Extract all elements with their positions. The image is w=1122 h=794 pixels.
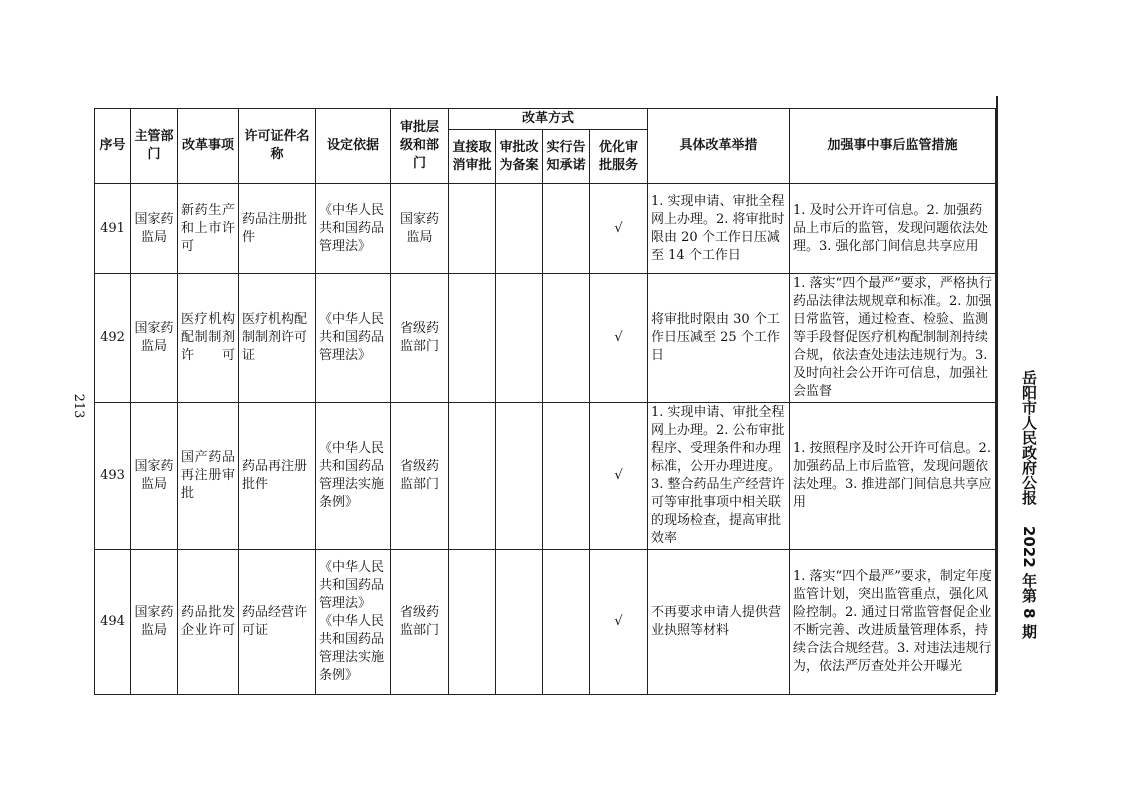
table-row [95, 274, 996, 403]
row-measures: 1. 实现申请、审批全程网上办理。2. 将审批时限由 20 个工作日压减至 14 个工作日 [648, 184, 790, 274]
row-cancel [449, 403, 496, 550]
header-item: 改革事项 [178, 109, 239, 184]
table-row [95, 550, 996, 695]
table-row [95, 184, 996, 274]
row-supervision: 1. 按照程序及时公开许可信息。2. 加强药品上市后监管，发现问题依法处理。3. 推进部门间信息共享应用 [790, 403, 996, 550]
row-level: 省级药监部门 [391, 403, 449, 550]
journal-header [1000, 370, 1040, 690]
row-optimize-check: √ [590, 184, 648, 274]
row-license: 医疗机构配制制剂许可证 [239, 274, 316, 403]
journal-spacer [1020, 510, 1038, 520]
row-filing [496, 403, 543, 550]
row-filing [496, 184, 543, 274]
row-cancel [449, 550, 496, 695]
row-license: 药品经营许可证 [239, 550, 316, 695]
reform-table [94, 108, 996, 695]
row-item: 药品批发企业许可 [178, 550, 239, 695]
row-dept: 国家药监局 [131, 403, 178, 550]
row-basis: 《中华人民共和国药品管理法实施条例》 [316, 403, 391, 550]
row-supervision: 1. 落实“四个最严”要求，制定年度监管计划，突出监管重点，强化风险控制。2. 通过日常监管督促企业不断完善、改进质量管理体系，持续合法合规经营。3. 对违法违规行为，依法严厉查处并公开曝光 [790, 550, 996, 695]
row-supervision: 1. 落实“四个最严”要求，严格执行药品法律法规规章和标准。2. 加强日常监管，通过检查、检验、监测等手段督促医疗机构配制制剂持续合规，依法查处违法违规行为。3. 及时向社会公开许可信息，加强社会监督 [790, 274, 996, 403]
header-license: 许可证件名称 [239, 109, 316, 184]
row-cancel [449, 274, 496, 403]
margin-rule [996, 96, 998, 692]
header-dept: 主管部门 [131, 109, 178, 184]
journal-name: 岳阳市人民政府公报 [1020, 370, 1038, 505]
row-item: 国产药品再注册审批 [178, 403, 239, 550]
header-filing: 审批改为备案 [496, 130, 543, 184]
row-basis: 《中华人民共和国药品管理法》《中华人民共和国药品管理法实施条例》 [316, 550, 391, 695]
row-notify [543, 403, 590, 550]
row-dept: 国家药监局 [131, 184, 178, 274]
row-notify [543, 550, 590, 695]
row-filing [496, 550, 543, 695]
row-notify [543, 184, 590, 274]
row-level: 省级药监部门 [391, 274, 449, 403]
page-number: 213 [71, 393, 86, 419]
row-optimize-check: √ [590, 550, 648, 695]
row-filing [496, 274, 543, 403]
row-dept: 国家药监局 [131, 274, 178, 403]
row-measures: 将审批时限由 30 个工作日压减至 25 个工作日 [648, 274, 790, 403]
row-optimize-check: √ [590, 274, 648, 403]
row-measures: 1. 实现申请、审批全程网上办理。2. 公布审批程序、受理条件和办理标准，公开办理进度。3. 整合药品生产经营许可等审批事项中相关联的现场检查，提高审批效率 [648, 403, 790, 550]
row-notify [543, 274, 590, 403]
row-measures: 不再要求申请人提供营业执照等材料 [648, 550, 790, 695]
row-seq: 492 [95, 274, 131, 403]
row-supervision: 1. 及时公开许可信息。2. 加强药品上市后的监管，发现问题依法处理。3. 强化部门间信息共享应用 [790, 184, 996, 274]
row-seq: 494 [95, 550, 131, 695]
table-row [95, 403, 996, 550]
row-level: 省级药监部门 [391, 550, 449, 695]
row-basis: 《中华人民共和国药品管理法》 [316, 274, 391, 403]
header-measures: 具体改革举措 [648, 109, 790, 184]
header-cancel: 直接取消审批 [449, 130, 496, 184]
journal-issue: 2022 年第 8 期 [1020, 525, 1038, 639]
row-item: 新药生产和上市许可 [178, 184, 239, 274]
row-dept: 国家药监局 [131, 550, 178, 695]
row-seq: 493 [95, 403, 131, 550]
header-reform-mode: 改革方式 [449, 109, 648, 130]
header-basis: 设定依据 [316, 109, 391, 184]
row-item: 医疗机构配制制剂许可 [178, 274, 239, 403]
header-supervision: 加强事中事后监管措施 [790, 109, 996, 184]
row-license: 药品注册批件 [239, 184, 316, 274]
row-optimize-check: √ [590, 403, 648, 550]
row-level: 国家药监局 [391, 184, 449, 274]
row-seq: 491 [95, 184, 131, 274]
header-optimize: 优化审批服务 [590, 130, 648, 184]
row-cancel [449, 184, 496, 274]
header-notify: 实行告知承诺 [543, 130, 590, 184]
header-level: 审批层级和部门 [391, 109, 449, 184]
row-basis: 《中华人民共和国药品管理法》 [316, 184, 391, 274]
header-seq: 序号 [95, 109, 131, 184]
row-license: 药品再注册批件 [239, 403, 316, 550]
